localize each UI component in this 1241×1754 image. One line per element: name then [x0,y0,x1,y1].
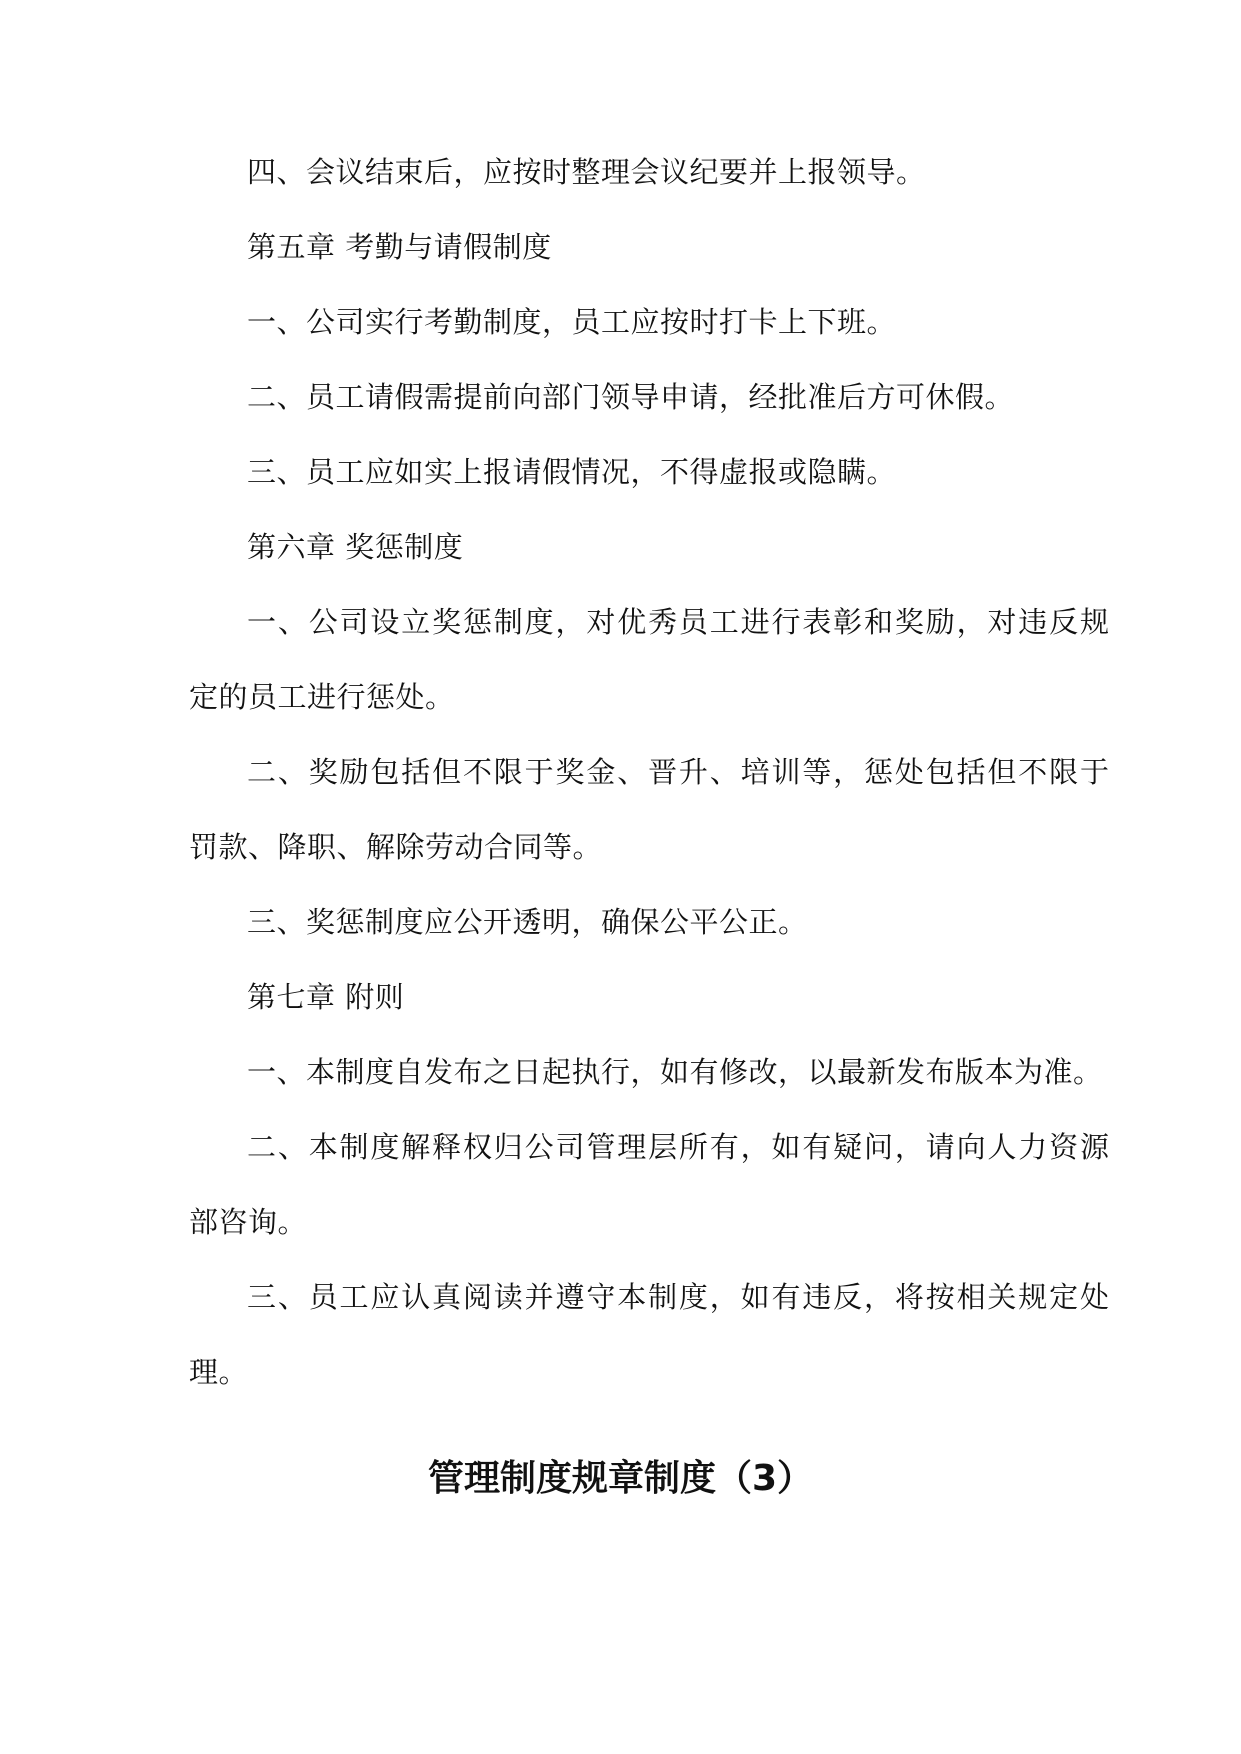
paragraph-attendance-2: 二、员工请假需提前向部门领导申请，经批准后方可休假。 [247,380,1015,414]
paragraph-reward-2-line-1: 二、奖励包括但不限于奖金、晋升、培训等，惩处包括但不限于 [247,755,1109,789]
paragraph-reward-1-line-2: 定的员工进行惩处。 [189,680,455,714]
paragraph-attendance-1: 一、公司实行考勤制度，员工应按时打卡上下班。 [247,305,897,339]
chapter-7-heading: 第七章 附则 [247,980,405,1014]
paragraph-appendix-3-line-1: 三、员工应认真阅读并遵守本制度，如有违反，将按相关规定处 [247,1280,1109,1314]
paragraph-reward-1-line-1: 一、公司设立奖惩制度，对优秀员工进行表彰和奖励，对违反规 [247,605,1109,639]
paragraph-meeting-minutes: 四、会议结束后，应按时整理会议纪要并上报领导。 [247,155,926,189]
paragraph-attendance-3: 三、员工应如实上报请假情况，不得虚报或隐瞒。 [247,455,897,489]
paragraph-appendix-3-line-2: 理。 [189,1355,249,1389]
paragraph-appendix-1: 一、本制度自发布之日起执行，如有修改，以最新发布版本为准。 [247,1055,1103,1089]
paragraph-reward-2-line-2: 罚款、降职、解除劳动合同等。 [189,830,603,864]
chapter-6-heading: 第六章 奖惩制度 [247,530,464,564]
paragraph-appendix-2-line-2: 部咨询。 [189,1205,308,1239]
section-title: 管理制度规章制度（3） [427,1458,814,1499]
paragraph-reward-3: 三、奖惩制度应公开透明，确保公平公正。 [247,905,808,939]
chapter-5-heading: 第五章 考勤与请假制度 [247,230,552,264]
paragraph-appendix-2-line-1: 二、本制度解释权归公司管理层所有，如有疑问，请向人力资源 [247,1130,1109,1164]
